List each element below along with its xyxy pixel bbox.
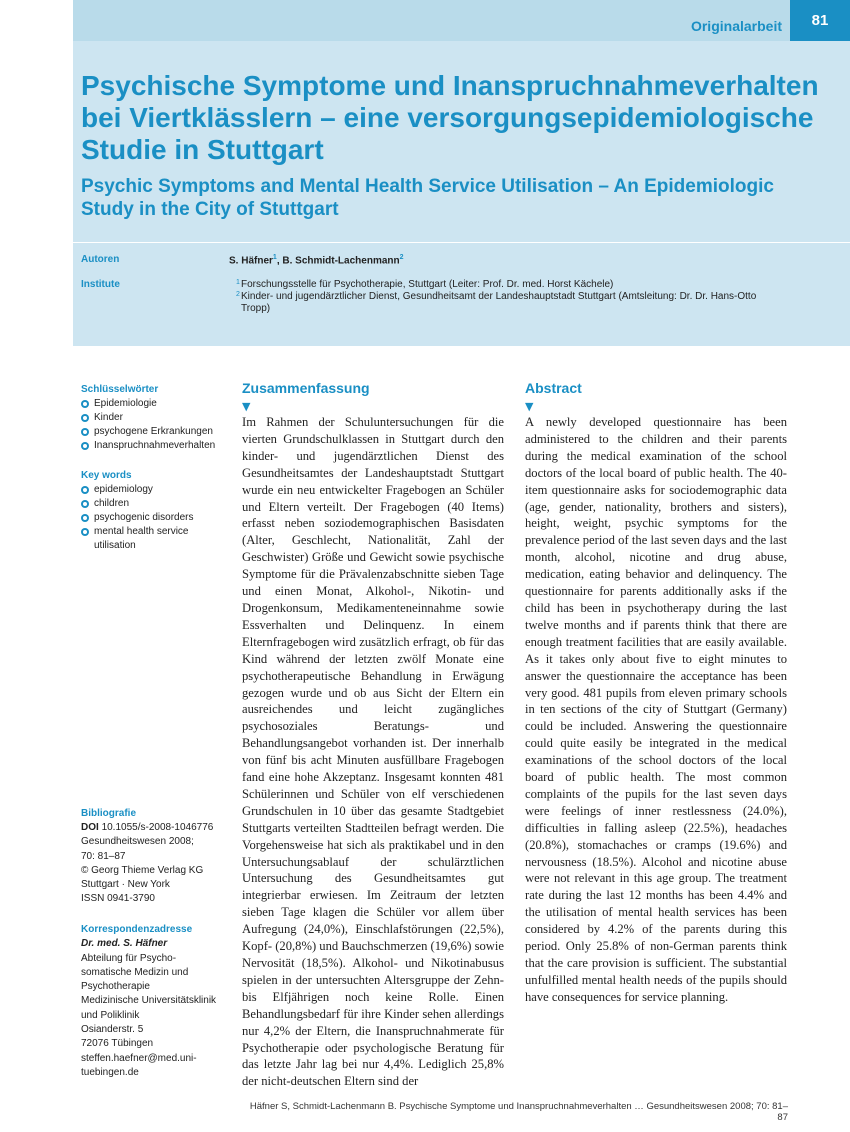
keyword-text: Kinder xyxy=(94,412,123,423)
institutes xyxy=(236,279,781,315)
institute-text: Kinder- und jugendärztlicher Dienst, Gesundheitsamt der Landeshauptstadt Stuttgart (Amtsleitung: Dr. Dr. Hans-Otto Tropp) xyxy=(241,291,757,314)
keyword-text: Inanspruchnahmeverhalten xyxy=(94,440,216,451)
keyword-text: psychogene Erkrankungen xyxy=(94,426,213,437)
institute-item xyxy=(236,279,781,291)
keyword-item xyxy=(81,411,231,425)
keyword-text: Epidemiologie xyxy=(94,398,157,409)
bullet-icon xyxy=(81,414,89,422)
address-line: Psychotherapie xyxy=(81,981,150,993)
keyword-item xyxy=(81,483,231,497)
meta-divider xyxy=(73,242,850,243)
triangle-down-icon: ▼ xyxy=(242,400,251,413)
abstract-german-heading: Zusammenfassung xyxy=(242,380,370,396)
keyword-item xyxy=(81,397,231,411)
address-line: und Poliklinik xyxy=(81,1009,140,1021)
abstract-german xyxy=(242,380,504,1090)
copyright-line: © Georg Thieme Verlag KG xyxy=(81,864,204,876)
keywords-en-list xyxy=(81,483,231,553)
bullet-icon xyxy=(81,400,89,408)
keywords-en-heading: Key words xyxy=(81,470,132,481)
abstract-english xyxy=(525,380,787,1006)
keywords-sidebar xyxy=(81,383,231,569)
page-number: 81 xyxy=(790,0,850,41)
institute-number: 2 xyxy=(236,291,240,298)
page-footer: Häfner S, Schmidt-Lachenmann B. Psychische Symptome und Inanspruchnahmeverhalten … Gesundheitswesen 2008; 70: 81–87 xyxy=(249,1101,788,1123)
keyword-item xyxy=(81,511,231,525)
author-name: S. Häfner xyxy=(229,255,273,267)
volume-line: 70: 81–87 xyxy=(81,850,126,862)
email-line: steffen.haefner@med.uni- xyxy=(81,1052,197,1064)
institute-item xyxy=(236,291,781,315)
correspondence-heading: Korrespondenzadresse xyxy=(81,924,193,935)
address-line: Osianderstr. 5 xyxy=(81,1024,144,1036)
bibliography-heading: Bibliografie xyxy=(81,808,137,819)
article-title-english: Psychic Symptoms and Mental Health Service Utilisation – An Epidemiologic Study in the City of Stuttgart xyxy=(81,176,774,220)
article-title-german: Psychische Symptome und Inanspruchnahmeverhalten bei Viertklässlern – eine versorgungsepidemiologische Studie in Stuttgart xyxy=(81,70,819,165)
address-line: Medizinische Universitätsklinik xyxy=(81,995,217,1007)
keyword-item xyxy=(81,525,231,553)
doi-value: 10.1055/s-2008-1046776 xyxy=(101,822,214,834)
bibliography xyxy=(81,807,231,906)
issn-line: ISSN 0941-3790 xyxy=(81,893,155,905)
bullet-icon xyxy=(81,500,89,508)
journal-line: Gesundheitswesen 2008; xyxy=(81,836,194,848)
keyword-text: epidemiology xyxy=(94,484,153,495)
abstract-english-text: A newly developed questionnaire has been administered to the children and their parents during the medical examination of the school doctors of the local board of public health. The 40-item questionnaire asks for sociodemographic data (age, gender, nationality, brothers and sisters), height, weight, psychic symptoms for the prevalence period of the last seven days and the last month, alcohol, nicotine and drug abuse, medication, eating behavior and delinquency. The questionnaire for parents additionally asks if the child has been in psychotherapy during the last twelve months and if parents think that there are enough treatment facilities that are easily available. As it takes only about five to eight minutes to answer the questionnaire the acceptance has been very good. 481 pupils from eleven primary schools in ten sections of the city of Stuttgart (Germany) could be included. Answering the questionnaire could quite easily be integrated in the medical examinations of the school doctors of the local board of public health. The most common complaints of the pupils for the last seven days were feelings of inner restlessness (24.0%), difficulties in falling asleep (22.5%), headaches (20.8%), stomachaches or cramps (19.6%) and nervousness (18.5%). Alcohol and nicotine abuse were not relevant in this age group. The treatment rate during the last 12 months has been 4.4% and the utilisation of mental health services has been considered by 4.2% of the parents during this period. Only 25.8% of non-German parents think that the care provision is sufficient. The substantial unfulfilled mental health needs of the pupils should have consequences for service planning. xyxy=(525,415,787,1004)
bullet-icon xyxy=(81,528,89,536)
address-line: somatische Medizin und xyxy=(81,966,189,978)
keyword-text: mental health service utilisation xyxy=(94,526,189,551)
correspondence-name: Dr. med. S. Häfner xyxy=(81,938,168,950)
keyword-item xyxy=(81,425,231,439)
bullet-icon xyxy=(81,486,89,494)
institute-text: Forschungsstelle für Psychotherapie, Stuttgart (Leiter: Prof. Dr. med. Horst Kächele) xyxy=(241,279,614,290)
author-name: B. Schmidt-Lachenmann xyxy=(282,255,400,267)
authors-label: Autoren xyxy=(81,254,120,265)
keyword-text: children xyxy=(94,498,130,509)
abstract-english-heading: Abstract xyxy=(525,380,582,396)
authors xyxy=(229,254,404,266)
keywords-de-list xyxy=(81,397,231,453)
keyword-item xyxy=(81,497,231,511)
address-line: Abteilung für Psycho- xyxy=(81,952,177,964)
triangle-down-icon: ▼ xyxy=(525,400,534,413)
bullet-icon xyxy=(81,428,89,436)
location-line: Stuttgart · New York xyxy=(81,879,170,891)
keyword-item xyxy=(81,439,231,453)
author-separator: , xyxy=(276,255,283,267)
affiliation-marker: 2 xyxy=(399,254,404,261)
abstract-german-text: Im Rahmen der Schuluntersuchungen für die vierten Grundschulklassen in Stuttgart durch den kinder- und jugendärztlichen Dienst des Gesundheitsamtes der Landeshauptstadt Stuttgart wurde ein neu entwickelter Fragebogen an Schüler und Eltern verteilt. Der Fragebogen (40 Items) erfasst neben soziodemographischen Basisdaten (Alter, Geschlecht, Nationalität, Zahl der Geschwister) Größe und Gewicht sowie psychische Symptome für die Prävalenzabschnitte sieben Tage und einen Monat, Alkohol-, Nikotin- und Drogenkonsum, Medikamenteneinnahme sowie Essverhalten und Delinquenz. In einem Elternfragebogen wird zusätzlich erfragt, ob für das Kind während der letzten zwölf Monate eine psychotherapeutische Behandlung in Erwägung gezogen wurde und ob aus Sicht der Eltern ein ausreichendes und leicht zugängliches psychosoziales Beratungs- und Behandlungsangebot vorhanden ist. Der innerhalb von fünf bis acht Minuten ausfüllbare Fragebogen fand eine hohe Akzeptanz. Insgesamt konnten 481 Schülerinnen und Schüler von elf verschiedenen Grundschulen in 10 über das gesamte Stadtgebiet Stuttgarts verteilten Stadtteilen befragt werden. Die Vorgehensweise hat sich als praktikabel und in den Untersuchungsablauf der schulärztlichen Untersuchung des Gesundheitsamtes gut integrierbar erwiesen. Im Zeitraum der letzten sieben Tage klagen die Schüler vor allem über Aufregung (24,0%), Einschlafstörungen (22,5%), Kopf- (20,8%) und Bauchschmerzen (19,6%) sowie Nervosität (18,5%). Alkohol- und Nikotinabusus spielen in der untersuchten Altersgruppe der Zehn- bis Elfjährigen noch keine Rolle. Einen Behandlungsbedarf für ihre Kinder sehen allerdings nur 4,2% der Eltern, die Inanspruchnahmerate für Psychotherapie oder psychologische Beratung für das letzte Jahr lag bei nur 4,4%. Lediglich 25,8% der nicht-deutschen Eltern sind der xyxy=(242,415,504,1089)
doi-label: DOI xyxy=(81,822,99,834)
doi-line xyxy=(81,821,231,835)
bullet-icon xyxy=(81,514,89,522)
section-label: Originalarbeit xyxy=(690,18,782,34)
correspondence xyxy=(81,923,231,1080)
address-line: 72076 Tübingen xyxy=(81,1038,154,1050)
institute-number: 1 xyxy=(236,279,240,286)
affiliation-marker: 1 xyxy=(272,254,277,261)
bullet-icon xyxy=(81,442,89,450)
keywords-de-heading: Schlüsselwörter xyxy=(81,384,159,395)
institutes-label: Institute xyxy=(81,279,120,290)
email-line: tuebingen.de xyxy=(81,1066,139,1078)
keyword-text: psychogenic disorders xyxy=(94,512,194,523)
